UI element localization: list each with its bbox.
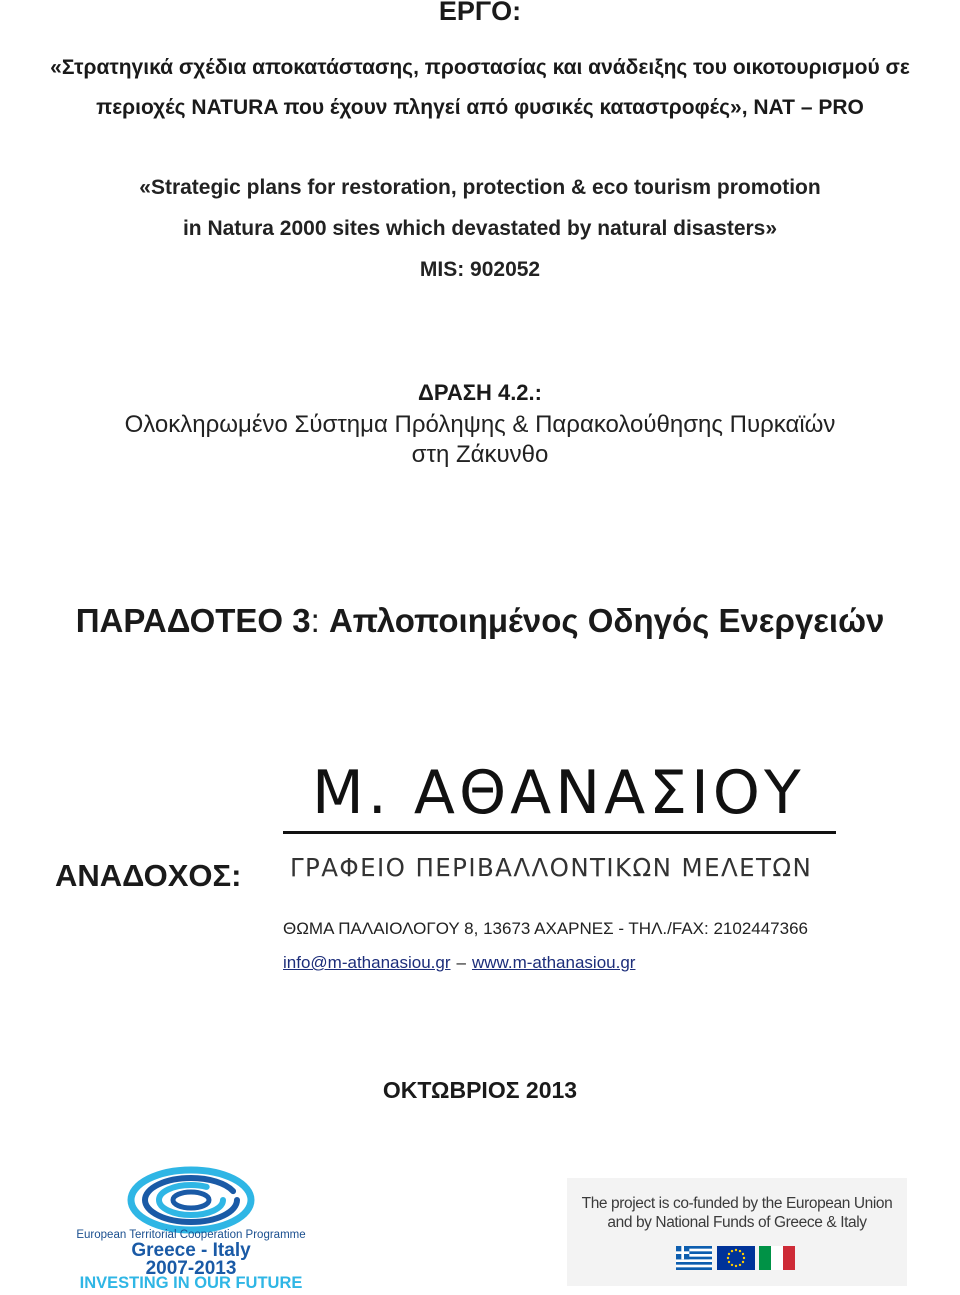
english-project-title-line-2: in Natura 2000 sites which devastated by natural disasters»: [182, 217, 778, 240]
cofunding-logo: [567, 1178, 907, 1286]
contractor-label: ΑΝΑΔΟΧΟΣ:: [55, 858, 242, 893]
company-address: ΘΩΜΑ ΠΑΛΑΙΟΛΟΓΟΥ 8, 13673 ΑΧΑΡΝΕΣ - ΤΗΛ./FAX: 2102447366: [283, 919, 808, 938]
eu-flag-icon: [717, 1246, 755, 1270]
website-link[interactable]: www.m-athanasiou.gr: [471, 953, 636, 972]
mis-code: MIS: 902052: [419, 258, 541, 281]
deliverable-separator: :: [310, 602, 329, 639]
interreg-countries-text: Greece - Italy: [131, 1240, 251, 1261]
email-link[interactable]: info@m-athanasiou.gr: [283, 953, 451, 972]
contact-line: [283, 953, 635, 973]
contact-separator: –: [456, 953, 466, 972]
action-title-line-2: στη Ζάκυνθο: [411, 441, 549, 468]
greek-project-title-line-1: «Στρατηγικά σχέδια αποκατάστασης, προστασίας και ανάδειξης του οικοτουρισμού σε: [50, 56, 910, 79]
project-label: ΕΡΓΟ:: [438, 0, 522, 26]
interreg-slogan-text: INVESTING IN OUR FUTURE: [79, 1274, 303, 1290]
interreg-swirl-icon: [52, 1164, 330, 1290]
italy-flag-icon: [759, 1246, 795, 1270]
cofund-text-line-2: and by National Funds of Greece & Italy: [607, 1214, 867, 1231]
action-title-line-1: Ολοκληρωμένο Σύστημα Πρόληψης & Παρακολούθησης Πυρκαϊών: [124, 411, 836, 438]
greek-project-title-line-2: περιοχές NATURA που έχουν πληγεί από φυσικές καταστροφές», NAT – PRO: [96, 96, 864, 119]
greece-flag-icon: [675, 1246, 713, 1270]
logo-divider: [283, 831, 836, 834]
deliverable-title: [0, 602, 960, 640]
cofund-text-line-1: The project is co-funded by the European Union: [581, 1195, 893, 1212]
interreg-years-text: 2007-2013: [145, 1258, 237, 1279]
company-logo: Μ. ΑΘΑΝΑΣΙΟΥ: [312, 758, 805, 828]
deliverable-label: ΠΑΡΑΔΟΤΕΟ 3: [75, 602, 311, 639]
english-project-title-line-1: «Strategic plans for restoration, protection & eco tourism promotion: [139, 176, 821, 199]
deliverable-name: Απλοποιημένος Οδηγός Ενεργειών: [328, 602, 885, 639]
interreg-programme-text: European Territorial Cooperation Programme: [76, 1229, 306, 1241]
swirl-core: [173, 1192, 209, 1208]
interreg-logo: [52, 1164, 330, 1290]
action-label: ΔΡΑΣΗ 4.2.:: [418, 380, 542, 405]
company-subtitle: ΓΡΑΦΕΙΟ ΠΕΡΙΒΑΛΛΟΝΤΙΚΩΝ ΜΕΛΕΤΩΝ: [290, 853, 813, 882]
document-date: ΟΚΤΩΒΡΙΟΣ 2013: [382, 1077, 578, 1103]
